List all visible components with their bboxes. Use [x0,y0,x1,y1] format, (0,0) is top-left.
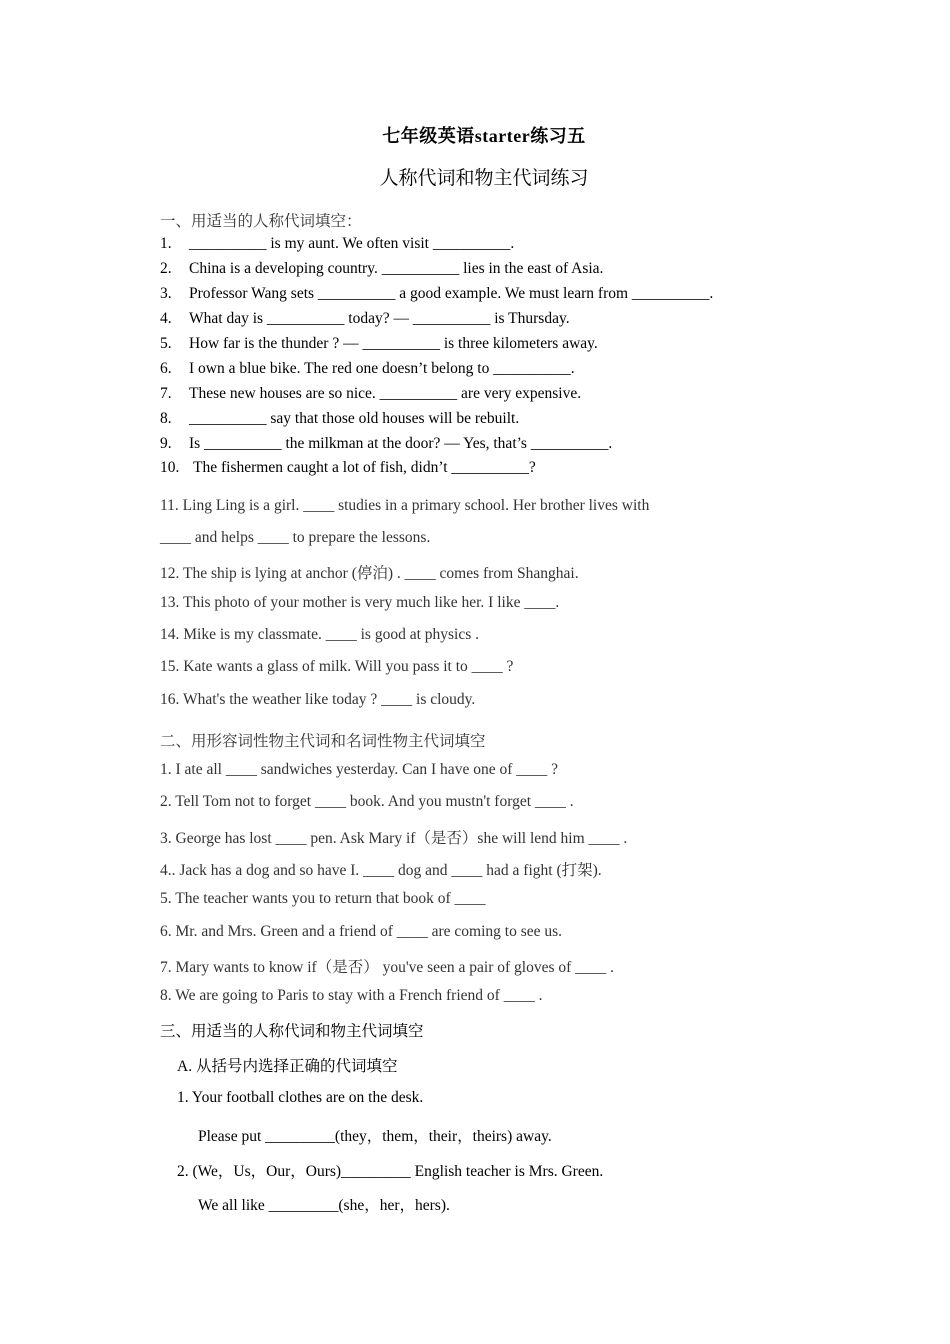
list-item: 6. Mr. and Mrs. Green and a friend of ____ are coming to see us. [160,923,563,940]
list-item: 8. We are going to Paris to stay with a French friend of ____ . [160,987,543,1004]
item-number: 10. [160,459,180,476]
list-item: 1. Your football clothes are on the desk. [177,1089,424,1106]
list-item: 2. (We，Us，Our，Ours)_________ English teacher is Mrs. Green. [177,1163,604,1180]
list-item [160,459,536,477]
item-text: Professor Wang sets __________ a good example. We must learn from __________. [189,285,714,302]
list-item [160,285,713,303]
list-item [160,335,598,353]
item-number: 2. [160,260,172,277]
item-number: 6. [160,360,172,377]
item-number: 1. [160,235,172,252]
section1-heading: 一、用适当的人称代词填空： [160,213,362,230]
list-item [160,410,519,428]
item-number: 4. [160,310,172,327]
item-text: The fishermen caught a lot of fish, didn’t __________? [193,459,536,476]
list-item: 4.. Jack has a dog and so have I. ____ dog and ____ had a fight (打架). [160,862,602,879]
list-item: We all like _________(she，her，hers). [198,1197,450,1214]
item-number: 8. [160,410,172,427]
item-number: 3. [160,285,172,302]
section3-heading: 三、用适当的人称代词和物主代词填空 [160,1023,424,1040]
list-item: 2. Tell Tom not to forget ____ book. And you mustn't forget ____ . [160,793,574,810]
page-title: 七年级英语starter练习五 [382,126,586,146]
list-item [160,235,514,253]
item-text: __________ say that those old houses will be rebuilt. [189,410,520,427]
list-item: ____ and helps ____ to prepare the lessons. [160,529,431,546]
item-number: 7. [160,385,172,402]
list-item: 3. George has lost ____ pen. Ask Mary if（是否）she will lend him ____ . [160,830,628,847]
page-subtitle: 人称代词和物主代词练习 [379,168,589,189]
section2-heading: 二、用形容词性物主代词和名词性物主代词填空 [160,733,486,750]
list-item: 7. Mary wants to know if（是否） you've seen a pair of gloves of ____ . [160,959,614,976]
list-item: 12. The ship is lying at anchor (停泊) . ____ comes from Shanghai. [160,565,579,582]
list-item [160,385,581,403]
list-item: 11. Ling Ling is a girl. ____ studies in a primary school. Her brother lives with [160,497,650,514]
list-item [160,360,575,378]
section3-subheading: A. 从括号内选择正确的代词填空 [177,1058,398,1075]
item-text: China is a developing country. __________ lies in the east of Asia. [189,260,604,277]
item-text: I own a blue bike. The red one doesn’t belong to __________. [189,360,575,377]
item-text: These new houses are so nice. __________ are very expensive. [189,385,582,402]
item-text: What day is __________ today? — __________ is Thursday. [189,310,570,327]
item-text: __________ is my aunt. We often visit __________. [189,235,515,252]
item-text: How far is the thunder ? — __________ is three kilometers away. [189,335,598,352]
item-number: 5. [160,335,172,352]
item-text: Is __________ the milkman at the door? — Yes, that’s __________. [189,435,613,452]
list-item [160,310,570,328]
list-item: 5. The teacher wants you to return that book of ____ [160,890,486,907]
list-item: 1. I ate all ____ sandwiches yesterday. Can I have one of ____ ? [160,761,558,778]
list-item [160,435,612,453]
list-item: 16. What's the weather like today ? ____ is cloudy. [160,691,476,708]
list-item: 13. This photo of your mother is very much like her. I like ____. [160,594,560,611]
item-number: 9. [160,435,172,452]
list-item: Please put _________(they，them，their，theirs) away. [198,1128,552,1145]
list-item [160,260,603,278]
list-item: 14. Mike is my classmate. ____ is good at physics . [160,626,480,643]
list-item: 15. Kate wants a glass of milk. Will you pass it to ____ ? [160,658,514,675]
